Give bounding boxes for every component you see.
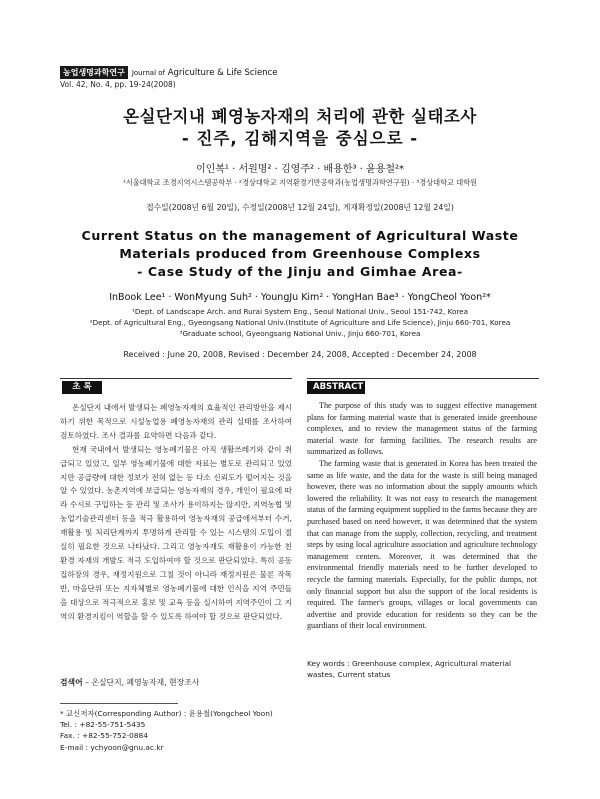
english-abstract-heading: ABSTRACT (307, 381, 365, 394)
english-affiliation-1: ¹Dept. of Landscape Arch. and Rurai System Eng., Seoul National Univ., Seoul 151-742, Korea (132, 307, 468, 316)
english-title-line1: Current Status on the management of Agricultural Waste (81, 228, 519, 243)
right-column-rule (307, 378, 539, 379)
english-abstract-body (307, 400, 537, 632)
english-affiliation-3: ³Graduate school, Gyeongsang National Univ., Jinju 660-701, Korea (179, 329, 421, 338)
journal-header (60, 66, 277, 79)
journal-prefix: Journal of (131, 68, 166, 77)
english-authors: InBook Lee¹ · WonMyung Suh² · YoungJu Kim² · YongHan Bae³ · YongCheol Yoon²* (109, 292, 491, 303)
korean-title-line2: - 진주, 김해지역을 중심으로 - (181, 129, 419, 148)
korean-abstract-paragraph: 온실단지 내에서 발생되는 폐영농자재의 효율적인 관리방안을 제시하기 위한 목적으로 시설농업용 폐영농자재의 관리 실태를 조사하여 검토하였다. 조사 결과를 요약하면 다음과 같다. (60, 403, 292, 440)
journal-badge: 농업생명과학연구 (60, 66, 128, 79)
footnote-email: E-mail : ychyoon@gnu.ac.kr (60, 742, 164, 752)
english-abstract-paragraph: The purpose of this study was to suggest effective management plans for farming material waste that is generated inside greenhouse complexes, and to review the management status of the farming material waste for farming facilities. The research results are summarized as follows. (307, 401, 537, 457)
corresponding-author-footnote (60, 708, 273, 753)
footnote-rule (60, 703, 178, 704)
korean-keywords (60, 677, 199, 688)
korean-abstract-body (60, 401, 292, 624)
left-column-rule (60, 378, 292, 379)
footnote-fax: Fax. : +82-55-752-0884 (60, 731, 148, 741)
korean-affiliations: ¹서울대학교 조경지역시스템공학부 · ²경상대학교 지역환경기반공학과(농업생명과학연구원) · ³경상대학교 대학원 (122, 178, 478, 187)
korean-keywords-text: – 온실단지, 폐영농자재, 현장조사 (85, 678, 200, 687)
footnote-tel: Tel. : +82-55-751-5435 (60, 720, 146, 730)
korean-dates: 접수일(2008년 6월 20일), 수정일(2008년 12월 24일), 게재확정일(2008년 12월 24일) (146, 203, 454, 212)
english-abstract-paragraph: The farming waste that is generated in Korea has been treated the same as life waste, and the data for the waste is still being managed however, there was no information about the supply amounts which lowered the reliability. It was not easy to research the management status of the farming equipment supplied to the farms because they are purchased based on need however, it was determined that the system that can manage from the supply, collection, recycling, and treatment steps by using local agriculture association and agriculture technology management centers. Moreover, it was determined that the environmental friendly materials need to be further developed to recycle the farming materials. Especially, for the public dumps, not only financial support but also the support of the local residents is required. The farmer's groups, villages or local governments can advertise and provide education for residents so they can be the guardians of their local environment. (307, 458, 537, 631)
english-affiliation-2: ²Dept. of Agricultural Eng., Gyeongsang National Univ.(Institute of Agriculture and Life Science), Jinju 660-701, Korea (89, 318, 511, 327)
journal-name (132, 68, 278, 78)
english-dates: Received : June 20, 2008, Revised : December 24, 2008, Accepted : December 24, 2008 (123, 350, 477, 359)
footnote-author: * 교신저자(Corresponding Author) : 윤용철(Yongcheol Yoon) (60, 709, 273, 718)
english-keywords: Key words : Greenhouse complex, Agricultural material wastes, Current status (307, 659, 512, 679)
korean-authors: 이인복¹ · 서원명² · 김영주² · 배용한³ · 윤용철²* (195, 164, 405, 175)
english-title-line3: - Case Study of the Jinju and Gimhae Area- (137, 264, 463, 279)
korean-abstract-paragraph: 현재 국내에서 발생되는 영농폐기물은 아직 생활쓰레기와 같이 취급되고 있었고, 일부 영농폐기물에 대한 자료는 별도로 관리되고 있었지만 공급량에 대한 정보가 전혀 없는 등 다소 신뢰도가 떨어지는 것을 알 수 있었다. 농촌지역에 보급되는 영농자재의 경우, 개인이 필요에 따라 수시로 구입하는 등 관리 및 조사가 용이하지는 않지만, 지역농협 및 농업기술관리센터 등을 적극 활용하여 영농자재의 공급에서부터 수거, 재활용 및 처리단계까지 투명하게 관리할 수 있는 시스템의 도입이 절실히 필요한 것으로 나타났다. 그리고 영농자재도 재활용이 가능한 친환경 자재의 개발도 적극 도입하여야 할 것으로 판단되었다. 특히 공동 집하장의 경우, 재정지원으로 그칠 것이 아니라 재정지원은 물론 작목반, 마을단위 또는 지자체별로 영농폐기물에 대한 인식을 지역 주민들을 대상으로 적극적으로 홍보 및 교육 등을 실시하여 지역주민이 그 지역의 환경지킴이 역할을 할 수 있도록 하여야 할 것으로 판단되었다. (60, 444, 292, 621)
journal-title: Agriculture & Life Science (167, 67, 278, 78)
korean-abstract-heading: 초 록 (62, 381, 102, 394)
korean-title-line1: 온실단지내 폐영농자재의 처리에 관한 실태조사 (123, 107, 477, 126)
english-title-line2: Materials produced from Greenhouse Complexs (119, 246, 481, 261)
korean-keywords-label: 검색어 (60, 678, 83, 687)
volume-info: Vol. 42, No. 4, pp. 19-24(2008) (60, 80, 176, 89)
